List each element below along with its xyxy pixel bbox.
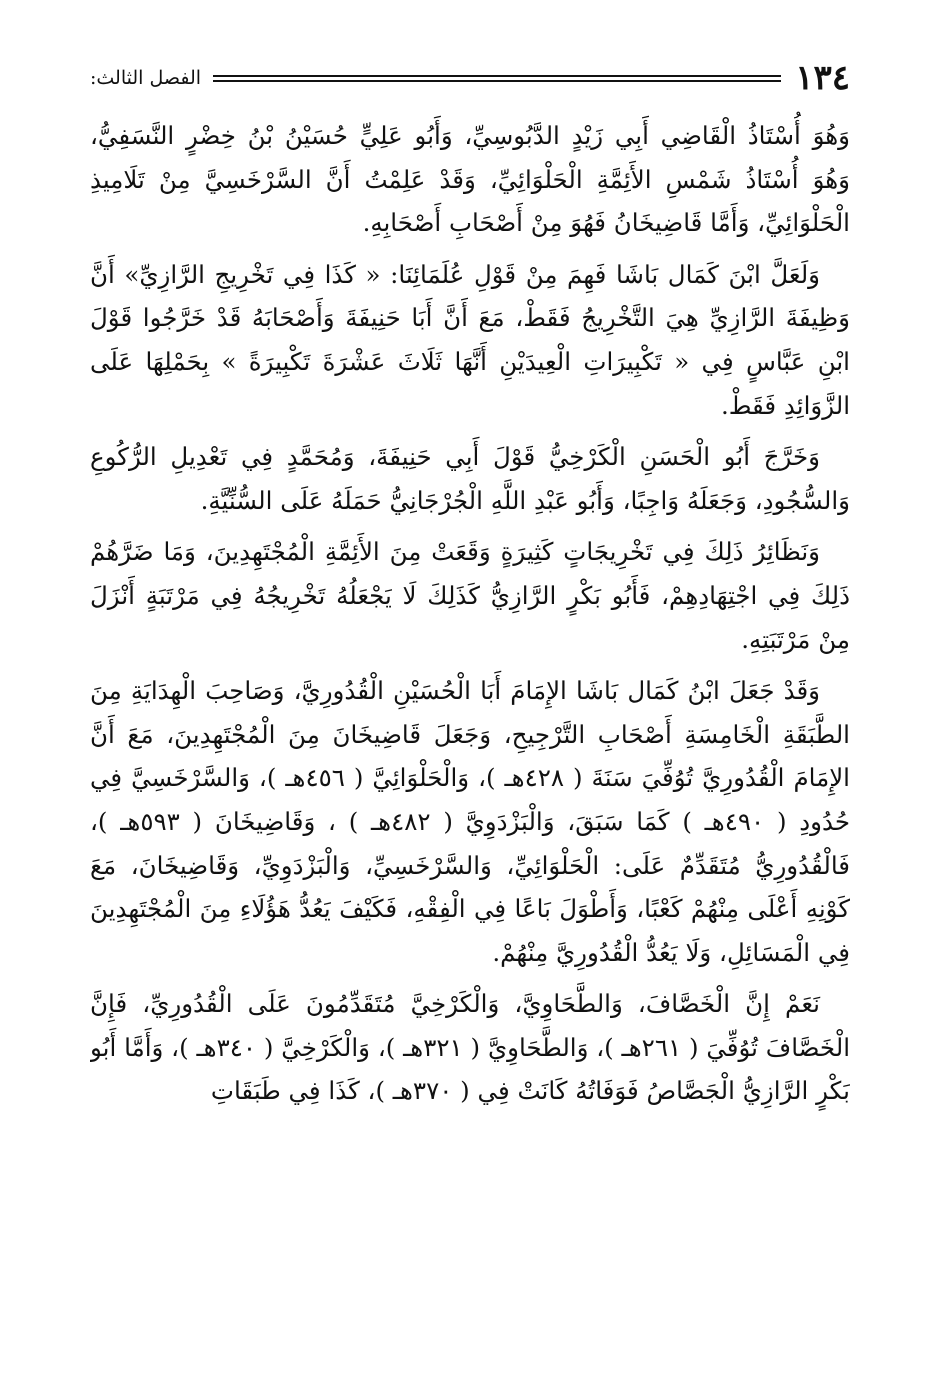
book-page — [90, 58, 850, 1348]
running-header — [90, 58, 850, 98]
chapter-title: الفصل الثالث: — [90, 67, 202, 89]
body-text — [90, 114, 850, 1113]
paragraph: نَعَمْ إِنَّ الْخَصَّافَ، وَالطَّحَاوِيَّ، وَالْكَرْخِيَّ مُتَقَدِّمُونَ عَلَى الْقُدُورِيِّ، فَإِنَّ الْخَصَّافَ تُوُفِّيَ ( ٢٦١هـ )، وَالطَّحَاوِيَّ ( ٣٢١هـ )، وَالْكَرْخِيَّ ( ٣٤٠هـ )، وَأَمَّا أَبُو بَكْرٍ الرَّازِيُّ الْجَصَّاصُ فَوَفَاتُهُ كَانَتْ فِي ( ٣٧٠هـ )، كَذَا فِي طَبَقَاتِ — [90, 989, 850, 1106]
paragraph: وَلَعَلَّ ابْنَ كَمَال بَاشَا فَهِمَ مِنْ قَوْلِ عُلَمَائِنَا: « كَذَا فِي تَخْرِيجِ الرَّازِيِّ» أَنَّ وَظِيفَةَ الرَّازِيِّ هِيَ التَّخْرِيجُ فَقَطْ، مَعَ أَنَّ أَبَا حَنِيفَةَ وَأَصْحَابَهُ قَدْ خَرَّجُوا قَوْلَ ابْنِ عَبَّاسٍ فِي « تَكْبِيرَاتِ الْعِيدَيْنِ أَنَّهَا ثَلَاثَ عَشْرَةَ تَكْبِيرَةً » بِحَمْلِهَا عَلَى الزَّوَائِدِ فَقَطْ. — [90, 259, 850, 420]
header-rule — [213, 75, 781, 82]
paragraph: وَنَظَائِرُ ذَلِكَ فِي تَخْرِيجَاتٍ كَثِيرَةٍ وَقَعَتْ مِنَ الأَئِمَّةِ الْمُجْتَهِدِينَ، وَمَا ضَرَّهُمْ ذَلِكَ فِي اجْتِهَادِهِمْ، فَأَبُو بَكْرٍ الرَّازِيُّ كَذَلِكَ لَا يَجْعَلُهُ تَخْرِيجُهُ فِي مَرْتَبَةٍ أَنْزَلَ مِنْ مَرْتَبَتِهِ. — [90, 537, 850, 654]
paragraph: وَقَدْ جَعَلَ ابْنُ كَمَال بَاشَا الإِمَامَ أَبَا الْحُسَيْنِ الْقُدُورِيَّ، وَصَاحِبَ الْهِدَايَةِ مِنَ الطَّبَقَةِ الْخَامِسَةِ أَصْحَابِ التَّرْجِيحِ، وَجَعَلَ قَاضِيخَانَ مِنَ الْمُجْتَهِدِينَ، مَعَ أَنَّ الإِمَامَ الْقُدُورِيَّ تُوُفِّيَ سَنَةَ ( ٤٢٨هـ )، وَالْحَلْوَائِيَّ ( ٤٥٦هـ )، وَالسَّرْخَسِيَّ فِي حُدُودِ ( ٤٩٠هـ ) كَمَا سَبَقَ، وَالْبَزْدَوِيَّ ( ٤٨٢هـ ) ، وَقَاضِيخَانَ ( ٥٩٣هـ )، فَالْقُدُورِيُّ مُتَقَدِّمٌ عَلَى: الْحَلْوَائِيِّ، وَالسَّرْخَسِيِّ، وَالْبَزْدَوِيِّ، وَقَاضِيخَانَ، مَعَ كَوْنِهِ أَعْلَى مِنْهُمْ كَعْبًا، وَأَطْوَلَ بَاعًا فِي الْفِقْهِ، فَكَيْفَ يَعُدُّ هَؤُلَاءِ مِنَ الْمُجْتَهِدِينَ فِي الْمَسَائِلِ، وَلَا يَعُدُّ الْقُدُورِيَّ مِنْهُمْ. — [90, 676, 850, 967]
page-number: ١٣٤ — [795, 58, 850, 98]
paragraph: وَهُوَ أُسْتَاذُ الْقَاضِي أَبِي زَيْدٍ الدَّبُوسِيِّ، وَأَبُو عَلِيٍّ حُسَيْنُ بْنُ خِضْرٍ النَّسَفِيُّ، وَهُوَ أُسْتَاذُ شَمْسِ الأَئِمَّةِ الْحَلْوَائِيِّ، وَقَدْ عَلِمْتُ أَنَّ السَّرْخَسِيَّ مِنْ تَلَامِيذِ الْحَلْوَائِيِّ، وَأَمَّا قَاضِيخَانُ فَهُوَ مِنْ أَصْحَابِ أَصْحَابِهِ. — [90, 121, 850, 238]
paragraph: وَخَرَّجَ أَبُو الْحَسَنِ الْكَرْخِيُّ قَوْلَ أَبِي حَنِيفَةَ، وَمُحَمَّدٍ فِي تَعْدِيلِ الرُّكُوعِ وَالسُّجُودِ، وَجَعَلَهُ وَاجِبًا، وَأَبُو عَبْدِ اللَّهِ الْجُرْجَانِيُّ حَمَلَهُ عَلَى السُّنِّيَّةِ. — [90, 442, 850, 515]
